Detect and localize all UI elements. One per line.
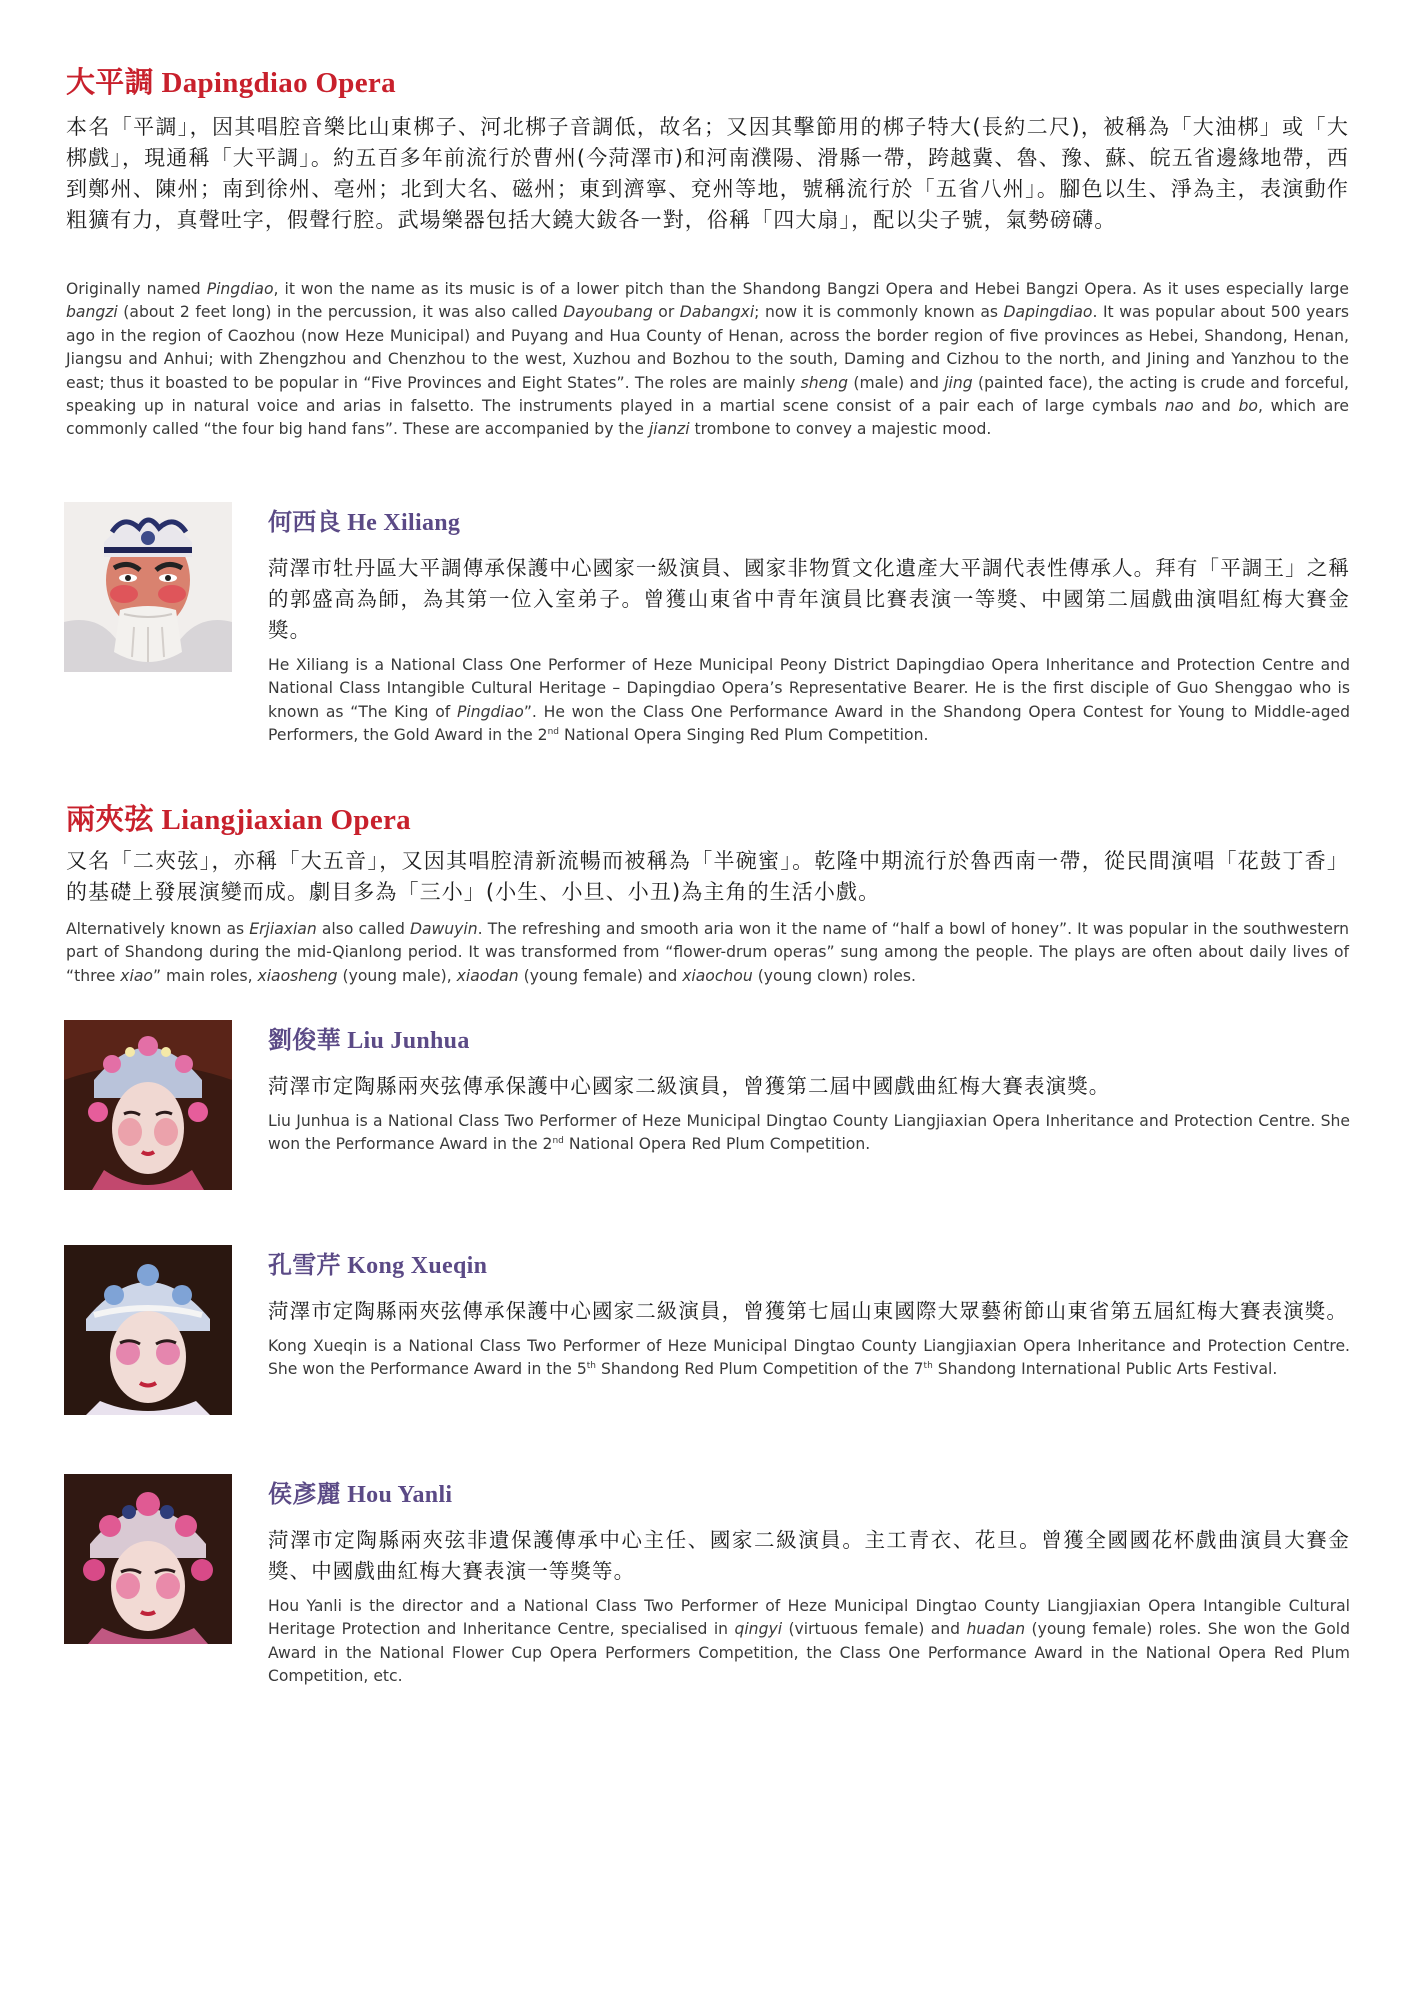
section-title-dapingdiao: 大平調 Dapingdiao Opera bbox=[66, 67, 396, 99]
section-zh-description: 本名「平調」，因其唱腔音樂比山東梆子、河北梆子音調低，故名；又因其擊節用的梆子特大(長約二尺)，被稱為「大油梆」或「大梆戲」，現通稱「大平調」。約五百多年前流行於曹州(今菏澤市)和河南濮陽、滑縣一帶，跨越冀、魯、豫、蘇、皖五省邊緣地帶，西到鄭州、陳州；南到徐州、亳州；北到大名、磁州；東到濟寧、兗州等地，號稱流行於「五省八州」。腳色以生、淨為主，表演動作粗獷有力，真聲吐字，假聲行腔。武場樂器包括大鐃大鈸各一對，俗稱「四大扇」，配以尖子號，氣勢磅礴。 bbox=[66, 115, 1349, 232]
section-zh-description: 又名「二夾弦」，亦稱「大五音」，又因其唱腔清新流暢而被稱為「半碗蜜」。乾隆中期流行於魯西南一帶，從民間演唱「花鼓丁香」的基礎上發展演變而成。劇目多為「三小」(小生、小旦、小丑)為主角的生活小戲。 bbox=[66, 849, 1349, 904]
performer-text bbox=[268, 1020, 1350, 1157]
performer-photo bbox=[64, 1245, 232, 1415]
performer-text bbox=[268, 1474, 1350, 1689]
performer-zh-bio: 菏澤市定陶縣兩夾弦傳承保護中心國家二級演員，曾獲第二屆中國戲曲紅梅大賽表演獎。 bbox=[268, 1074, 1111, 1098]
performer-name: 何西良 He Xiliang bbox=[268, 510, 461, 536]
performer-zh-bio: 菏澤市定陶縣兩夾弦非遺保護傳承中心主任、國家二級演員。主工青衣、花旦。曾獲全國國花杯戲曲演員大賽金獎、中國戲曲紅梅大賽表演一等獎等。 bbox=[268, 1528, 1350, 1583]
performer-photo bbox=[64, 1020, 232, 1190]
section-title-liangjiaxian: 兩夾弦 Liangjiaxian Opera bbox=[66, 804, 411, 836]
performer-en-bio: He Xiliang is a National Class One Performer of Heze Municipal Peony District Dapingdiao Opera Inheritance and Protection Centre and National Class Intangible Cultural Heritage – Dapingdiao Opera’s Representative Bearer. He is the first disciple of Guo Shenggao who is known as “The King of Pingdiao”. He won the Class One Performance Award in the Shandong Opera Contest for Young to Middle-aged Performers, the Gold Award in the 2nd National Opera Singing Red Plum Competition. bbox=[268, 656, 1350, 745]
performer-en-bio: Hou Yanli is the director and a National Class Two Performer of Heze Municipal Dingtao County Liangjiaxian Opera Intangible Cultural Heritage Protection and Inheritance Centre, specialised in qingyi (virtuous female) and huadan (young female) roles. She won the Gold Award in the National Flower Cup Opera Performers Competition, the Class One Performance Award in the National Opera Red Plum Competition, etc. bbox=[268, 1597, 1351, 1686]
section-en-description: Alternatively known as Erjiaxian also called Dawuyin. The refreshing and smooth aria won it the name of “half a bowl of honey”. It was popular in the southwestern part of Shandong during the mid-Qianlong period. It was transformed from “flower-drum operas” sung among the people. The plays are often about daily lives of “three xiao” main roles, xiaosheng (young male), xiaodan (young female) and xiaochou (young clown) roles. bbox=[66, 920, 1349, 985]
performer-text bbox=[268, 502, 1350, 748]
performer-zh-bio: 菏澤市定陶縣兩夾弦傳承保護中心國家二級演員，曾獲第七屆山東國際大眾藝術節山東省第五屆紅梅大賽表演獎。 bbox=[268, 1299, 1348, 1323]
performer-en-bio: Kong Xueqin is a National Class Two Performer of Heze Municipal Dingtao County Liangjiaxian Opera Inheritance and Protection Centre. She won the Performance Award in the 5th Shandong Red Plum Competition of the 7th Shandong International Public Arts Festival. bbox=[268, 1337, 1350, 1379]
performer-zh-bio: 菏澤市牡丹區大平調傳承保護中心國家一級演員、國家非物質文化遺產大平調代表性傳承人。拜有「平調王」之稱的郭盛高為師，為其第一位入室弟子。曾獲山東省中青年演員比賽表演一等獎、中國第二屆戲曲演唱紅梅大賽金獎。 bbox=[268, 556, 1350, 642]
performer-photo bbox=[64, 502, 232, 672]
performer-en-bio: Liu Junhua is a National Class Two Performer of Heze Municipal Dingtao County Liangjiaxian Opera Inheritance and Protection Centre. She won the Performance Award in the 2nd National Opera Red Plum Competition. bbox=[268, 1112, 1350, 1154]
he-xiliang-portrait bbox=[64, 502, 232, 672]
performer-text bbox=[268, 1245, 1350, 1382]
performer-name: 侯彥麗 Hou Yanli bbox=[268, 1482, 453, 1508]
section-en-description: Originally named Pingdiao, it won the name as its music is of a lower pitch than the Shandong Bangzi Opera and Hebei Bangzi Opera. As it uses especially large bangzi (about 2 feet long) in the percussion, it was also called Dayoubang or Dabangxi; now it is commonly known as Dapingdiao. It was popular about 500 years ago in the region of Caozhou (now Heze Municipal) and Puyang and Hua County of Henan, across the border region of five provinces as Hebei, Shandong, Henan, Jiangsu and Anhui; with Zhengzhou and Chenzhou to the west, Xuzhou and Bozhou to the south, Daming and Cizhou to the north, and Jining and Yanzhou to the east; thus it boasted to be popular in “Five Provinces and Eight States”. The roles are mainly sheng (male) and jing (painted face), the acting is crude and forceful, speaking up in natural voice and arias in falsetto. The instruments played in a martial scene consist of a pair each of large cymbals nao and bo, which are commonly called “the four big hand fans”. These are accompanied by the jianzi trombone to convey a majestic mood. bbox=[66, 280, 1350, 439]
hou-yanli-portrait bbox=[64, 1474, 232, 1644]
performer-name: 劉俊華 Liu Junhua bbox=[268, 1028, 470, 1054]
performer-photo bbox=[64, 1474, 232, 1644]
performer-name: 孔雪芹 Kong Xueqin bbox=[268, 1253, 488, 1279]
kong-xueqin-portrait bbox=[64, 1245, 232, 1415]
liu-junhua-portrait bbox=[64, 1020, 232, 1190]
